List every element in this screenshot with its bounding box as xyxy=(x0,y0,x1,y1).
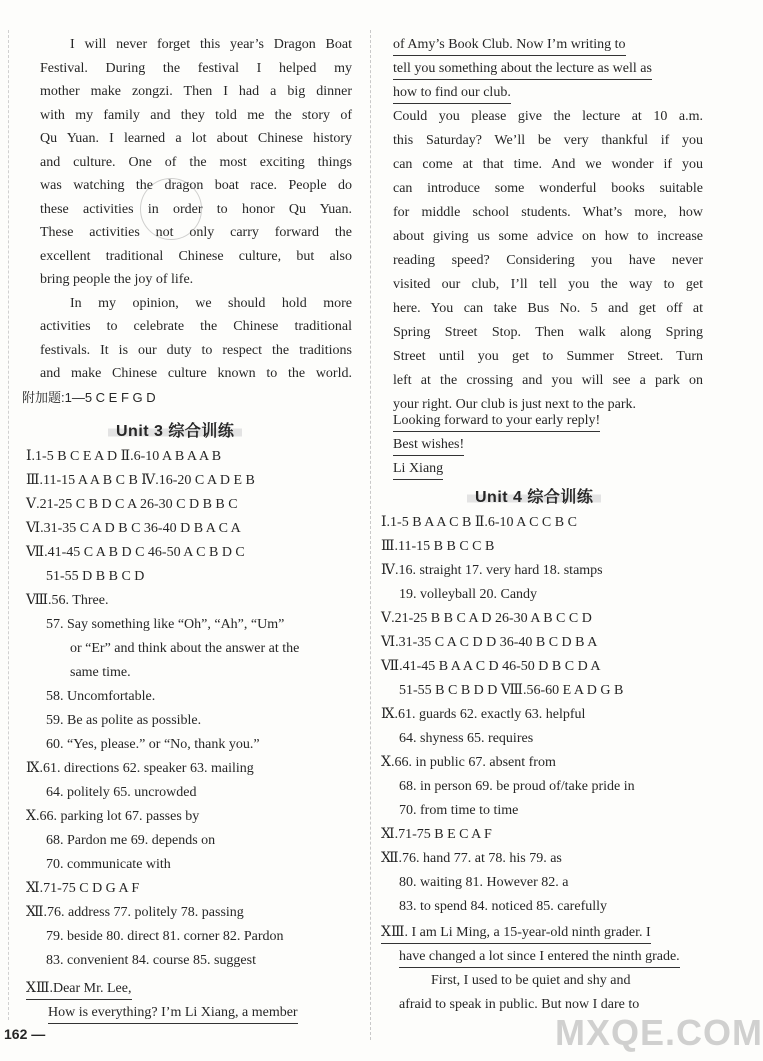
letter-line: for middle school students. What’s more, how xyxy=(393,205,703,220)
essay-line: these activities in order to honor Qu Yuan. xyxy=(40,201,352,217)
answer-line: 19. volleyball 20. Candy xyxy=(399,587,538,602)
letter-line: reading speed? Considering you have never xyxy=(393,253,703,268)
answer-line: Ⅶ.41-45 B A A C D 46-50 D B C D A xyxy=(381,659,601,674)
letter-line: your right. Our club is just next to the park. xyxy=(393,397,637,412)
answer-line: 70. from time to time xyxy=(399,803,519,818)
column-divider xyxy=(370,30,371,1040)
answer-line: 64. shyness 65. requires xyxy=(399,731,534,746)
letter-line: How is everything? I’m Li Xiang, a member xyxy=(48,1004,298,1024)
answer-line: Ⅻ.76. hand 77. at 78. his 79. as xyxy=(381,851,562,866)
answer-line: 68. Pardon me 69. depends on xyxy=(46,833,216,848)
answer-line: 58. Uncomfortable. xyxy=(46,689,156,704)
answer-line: 51-55 B C B D D Ⅷ.56-60 E A D G B xyxy=(399,683,624,698)
essay-answer-line: afraid to speak in public. But now I dare to xyxy=(399,997,640,1012)
essay-answer-line: First, I used to be quiet and shy and xyxy=(431,973,631,988)
answer-line: Ⅹ.66. parking lot 67. passes by xyxy=(26,809,200,824)
letter-line: how to find our club. xyxy=(393,84,511,104)
answer-line: 51-55 D B B C D xyxy=(46,569,145,584)
essay-line: Festival. During the festival I helped my xyxy=(40,60,352,76)
essay-line: and make Chinese culture known to the world. xyxy=(40,366,352,381)
essay-answer-line: ⅩⅢ. I am Li Ming, a 15-year-old ninth grader. I xyxy=(381,924,651,944)
letter-signature: Li Xiang xyxy=(393,460,443,480)
essay-line: with my family and they told me the story of xyxy=(40,107,352,123)
answer-line: Ⅺ.71-75 C D G A F xyxy=(26,881,140,896)
essay-line: was watching the dragon boat race. People do xyxy=(40,178,352,193)
answer-line: 83. to spend 84. noticed 85. carefully xyxy=(399,899,608,914)
essay-line: activities to celebrate the Chinese traditional xyxy=(40,319,352,334)
answer-line: Ⅵ.31-35 C A D B C 36-40 D B A C A xyxy=(26,521,241,536)
answer-line: Ⅴ.21-25 C B D C A 26-30 C D B B C xyxy=(26,497,238,512)
essay-line: In my opinion, we should hold more xyxy=(70,295,352,311)
essay-line: I will never forget this year’s Dragon Boat xyxy=(70,37,352,52)
letter-line: this Saturday? We’ll be very thankful if you xyxy=(393,133,703,148)
answer-line: 79. beside 80. direct 81. corner 82. Pardon xyxy=(46,929,284,944)
answer-line: 64. politely 65. uncrowded xyxy=(46,785,197,800)
answer-line: Ⅲ.11-15 A A B C B Ⅳ.16-20 C A D E B xyxy=(26,473,255,488)
answer-line: Ⅰ.1-5 B A A C B Ⅱ.6-10 A C C B C xyxy=(381,515,577,530)
answer-line: Ⅲ.11-15 B B C C B xyxy=(381,539,495,554)
extra-question-answers: 附加题:1—5 C E F G D xyxy=(22,390,156,405)
answer-line: 70. communicate with xyxy=(46,857,171,872)
answer-line: Ⅸ.61. directions 62. speaker 63. mailing xyxy=(26,761,254,776)
answer-line: 80. waiting 81. However 82. a xyxy=(399,875,569,890)
letter-line: left at the crossing and you will see a park on xyxy=(393,373,703,388)
answer-line: Ⅸ.61. guards 62. exactly 63. helpful xyxy=(381,707,586,722)
site-watermark: MXQE.COM xyxy=(555,1012,763,1053)
letter-line: here. You can take Bus No. 5 and get off at xyxy=(393,301,703,316)
letter-line: visited our club, I’ll tell you the way to get xyxy=(393,277,703,292)
left-margin-rule xyxy=(8,30,9,1020)
answer-line: 60. “Yes, please.” or “No, thank you.” xyxy=(46,737,260,752)
answer-line: or “Er” and think about the answer at the xyxy=(70,641,300,656)
page-number: 162 — xyxy=(4,1026,46,1042)
answer-line: Ⅰ.1-5 B C E A D Ⅱ.6-10 A B A A B xyxy=(26,449,222,464)
answer-line: same time. xyxy=(70,665,131,680)
answer-line: Ⅹ.66. in public 67. absent from xyxy=(381,755,556,770)
letter-line: tell you something about the lecture as well as xyxy=(393,60,652,80)
answer-line: Ⅺ.71-75 B E C A F xyxy=(381,827,492,842)
essay-line: bring people the joy of life. xyxy=(40,272,194,287)
answer-line: Ⅶ.41-45 C A B D C 46-50 A C B D C xyxy=(26,545,245,560)
essay-answer-line: have changed a lot since I entered the ninth grade. xyxy=(399,948,680,968)
answer-line: Ⅷ.56. Three. xyxy=(26,593,109,608)
answer-line: Ⅻ.76. address 77. politely 78. passing xyxy=(26,905,244,920)
letter-closing: Looking forward to your early reply! xyxy=(393,412,600,432)
essay-line: and culture. One of the most exciting things xyxy=(40,154,352,170)
essay-line: Qu Yuan. I learned a lot about Chinese history xyxy=(40,131,352,146)
letter-salutation: ⅩⅢ.Dear Mr. Lee, xyxy=(26,980,132,1000)
answer-line: Ⅴ.21-25 B B C A D 26-30 A B C C D xyxy=(381,611,592,626)
answer-line: 57. Say something like “Oh”, “Ah”, “Um” xyxy=(46,617,285,632)
answer-line: 68. in person 69. be proud of/take pride in xyxy=(399,779,635,794)
essay-line: festivals. It is our duty to respect the traditions xyxy=(40,342,352,358)
essay-line: mother make zongzi. Then I had a big dinner xyxy=(40,84,352,99)
unit3-title: Unit 3 综合训练 xyxy=(108,418,242,441)
faded-stamp-mark xyxy=(140,178,202,240)
unit4-title: Unit 4 综合训练 xyxy=(467,484,601,507)
essay-line: excellent traditional Chinese culture, but also xyxy=(40,248,352,264)
essay-line: These activities not only carry forward the xyxy=(40,225,352,240)
answer-line: 83. convenient 84. course 85. suggest xyxy=(46,953,256,968)
letter-line: Spring Street Stop. Then walk along Spring xyxy=(393,325,703,340)
letter-line: Street until you get to Summer Street. Turn xyxy=(393,349,703,364)
letter-line: of Amy’s Book Club. Now I’m writing to xyxy=(393,36,626,56)
answer-line: Ⅵ.31-35 C A C D D 36-40 B C D B A xyxy=(381,635,598,650)
letter-line: about giving us some advice on how to increase xyxy=(393,229,703,244)
letter-line: can come at that time. And we wonder if you xyxy=(393,157,703,172)
letter-line: can introduce some wonderful books suitable xyxy=(393,181,703,196)
letter-signoff: Best wishes! xyxy=(393,436,464,456)
answer-line: 59. Be as polite as possible. xyxy=(46,713,202,728)
letter-line: Could you please give the lecture at 10 a.m. xyxy=(393,109,703,124)
answer-line: Ⅳ.16. straight 17. very hard 18. stamps xyxy=(381,563,603,578)
